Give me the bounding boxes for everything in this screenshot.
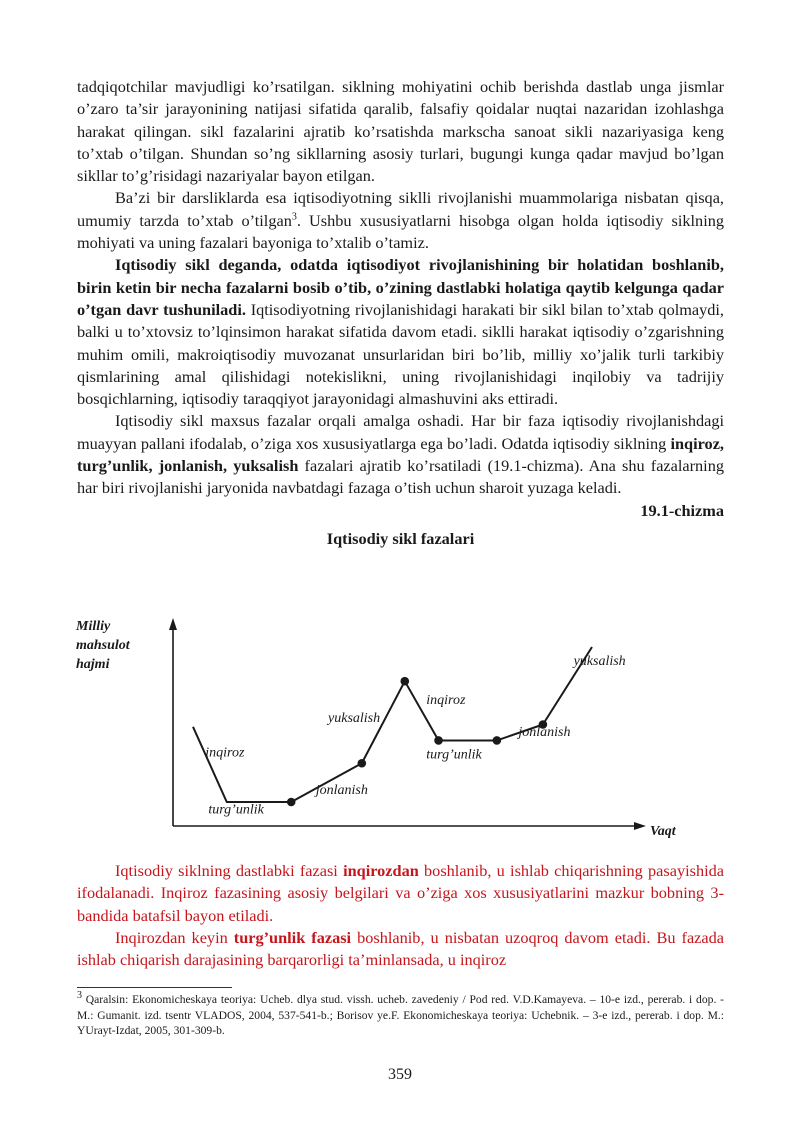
cycle-point — [287, 798, 296, 807]
text-run: boshlanib, u nisbatan uzoqroq davom etadi. Bu fazada ishlab chiqarish darajasining barqarorligi ta’minlansada, u inqiroz — [77, 927, 725, 970]
footnote-ref: 3 — [291, 211, 297, 223]
text-run: boshlanib, u ishlab chiqarishning pasayishida ifodalanadi. Inqiroz fazasining asosiy belgilari va o’ziga xos xususiyatlarini mazkur bobning 3-bandida batafsil bayon etiladi. — [77, 861, 724, 925]
text-run: fazalari ajratib ko’rsatiladi (19.1-chizma). Ana shu fazalarning har biri rivojlanishi jaryonida navbatdagi fazaga o’tish uchun sharoit yuzaga keladi. — [77, 456, 724, 498]
paragraph-1 — [77, 76, 724, 187]
footnote-separator — [77, 987, 232, 988]
text-run: Inqirozdan keyin — [115, 927, 234, 947]
text-run: turg’unlik fazasi — [233, 927, 352, 947]
cycle-point — [358, 759, 367, 768]
phase-labels — [205, 654, 625, 817]
x-axis-label: Vaqt — [650, 824, 676, 839]
text-run: Iqtisodiyotning rivojlanishidagi harakati bir sikl bilan to’xtab qolmaydi, balki u to’xtovsiz to’lqinsimon harakat sifatida davom etadi. siklli harakat iqtisodiy o’zgarishning muhim omili, makroiqtisodiy muvozanat unsurlaridan biri bo’lib, milliy xo’jalik turli tarkibiy qismlarining amal qilishidagi notekislikni, uning rivojlanishidagi inqilobiy va tadrijiy bosqichlarning, iqtisodiy taraqqiyot jarayonidagi almashuvini aks ettiradi. — [77, 299, 725, 409]
footnote-text: Qaralsin: Ekonomicheskaya teoriya: Ucheb. dlya stud. vissh. ucheb. zavedeniy / Pod red. V.D.Kamayeva. – 10-e izd., pererab. i dop. - M.: Gumanit. izd. tsentr VLADOS, 2004, 537-541-b.; Borisov ye.F. Ekonomicheskaya teoriya: Uchebnik. – 3-e izd., pererab. i dop. M.: YUrayt-Izdat, 2005, 301-309-b. — [77, 993, 724, 1037]
phase-label: inqiroz — [205, 745, 245, 761]
paragraph-3-definition — [77, 254, 724, 410]
main-text — [77, 76, 724, 550]
text-run: . Ushbu xususiyatlarni hisobga olgan holda iqtisodiy siklning mohiyati va uning fazalari bayoniga to’xtalib o’tamiz. — [77, 210, 725, 253]
footnote-mark: 3 — [77, 990, 82, 1002]
text-run: Iqtisodiy siklning dastlabki fazasi — [115, 861, 344, 880]
figure-reference: 19.1-chizma — [640, 500, 724, 520]
phase-label: yuksalish — [573, 654, 626, 670]
text-run: tadqiqotchilar mavjudligi ko’rsatilgan. siklning mohiyatini ochib berishda dastlab unga jismlar o’zaro ta’sir jarayonining natijasi sifatida qaralib, falsafiy qoidalar nuqtai nazaridan izohlashga harakat qilingan. sikl fazalarini ajratib ko’rsatishda markscha sanoat sikli nazariyasiga keng to’xtab o’tilgan. Shundan so’ng sikllarning asosiy turlari, bugungi kunga qadar mavjud bo’lgan sikllar to’g’risidagi nazariyalar bayon etilgan. — [77, 77, 724, 186]
phase-label: jonlanish — [315, 783, 368, 799]
y-axis-arrow — [169, 618, 177, 630]
paragraph-2 — [77, 187, 724, 254]
phase-label: yuksalish — [328, 711, 381, 727]
page-number: 359 — [388, 1066, 412, 1083]
cycle-point — [400, 677, 409, 686]
text-run: inqirozdan — [343, 861, 419, 880]
paragraph-recession — [77, 860, 724, 927]
cycle-point — [493, 736, 502, 745]
colored-text-block — [77, 860, 724, 971]
phase-label: inqiroz — [426, 692, 466, 708]
y-axis-label-line-3: hajmi — [76, 657, 110, 672]
paragraph-stagnation — [77, 927, 724, 972]
y-axis-label-line-2: mahsulot — [76, 638, 130, 653]
text-run: Iqtisodiy sikl maxsus fazalar orqali amalga oshadi. Har bir faza iqtisodiy rivojlanishdagi muayyan pallani ifodalab, o’ziga xos xususiyatlarga ega bo’ladi. Odatda iqtisodiy siklning — [77, 411, 724, 453]
y-axis-label — [75, 619, 131, 672]
y-axis-label-line-1: Milliy — [76, 619, 111, 634]
paragraph-4 — [77, 410, 724, 499]
figure-title: Iqtisodiy sikl fazalari — [326, 528, 475, 548]
cycle-point — [434, 736, 443, 745]
text-run: Ba’zi bir darsliklarda esa iqtisodiyotning siklli rivojlanishi muammolariga nisbatan qisqa, umumiy tarzda to’xtab o’tilgan — [77, 188, 724, 230]
business-cycle-chart — [0, 612, 800, 852]
phase-label: turg’unlik — [208, 802, 264, 818]
text-run: inqiroz, turg’unlik, jonlanish, yuksalish — [77, 433, 724, 476]
phase-label: jonlanish — [518, 724, 571, 740]
footnote — [77, 992, 724, 1039]
phase-label: turg’unlik — [426, 747, 482, 763]
text-run: Iqtisodiy sikl deganda, odatda iqtisodiyot rivojlanishining bir holatidan boshlanib, birin ketin bir necha fazalarni bosib o’tib, o’zining dastlabki holatiga qaytib kelgunga qadar o’tgan davr tushuniladi. — [77, 255, 724, 319]
x-axis-arrow — [634, 822, 646, 830]
